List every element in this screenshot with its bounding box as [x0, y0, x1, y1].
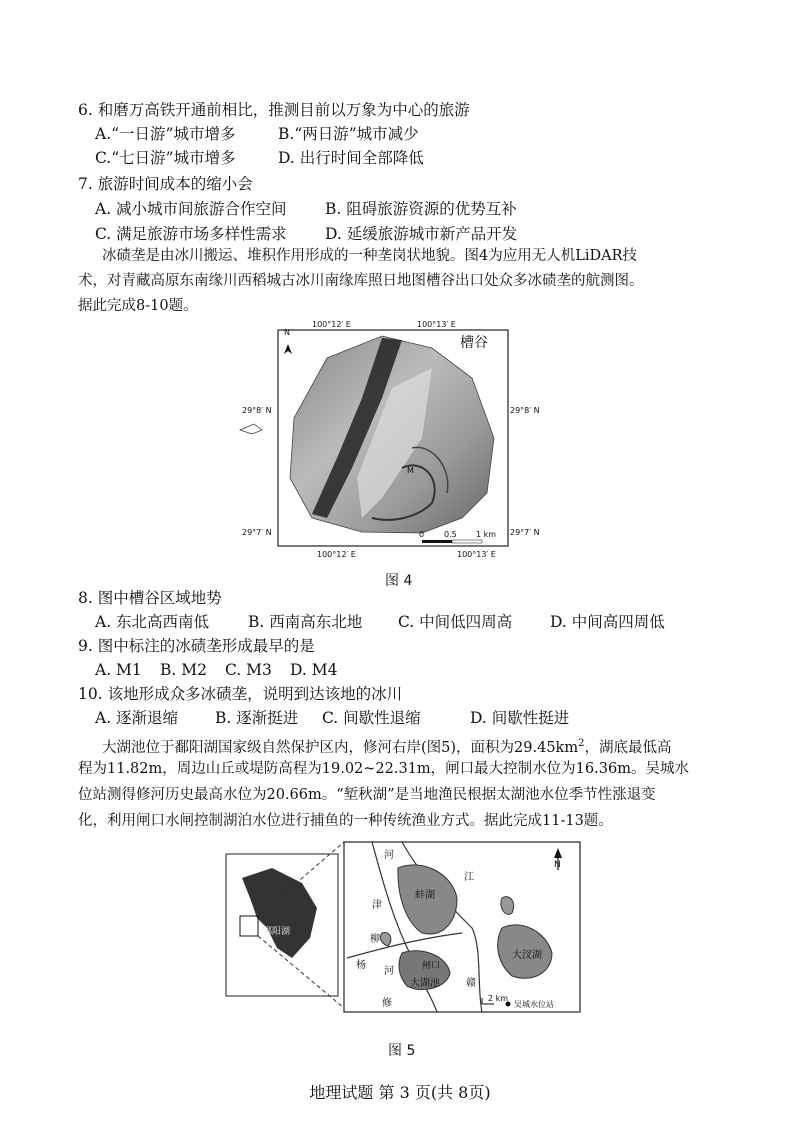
page-footer: 地理试题 第 3 页(共 8页) — [309, 1083, 491, 1102]
label-he1: 河 — [384, 850, 394, 861]
q8-stem: 8. 图中槽谷区域地势 — [78, 589, 222, 607]
q10-option-c: C. 间歇性退缩 — [322, 709, 421, 727]
label-he2: 河 — [384, 966, 394, 977]
scale-1km: 1 km — [476, 530, 497, 539]
figure-5 — [222, 838, 584, 1028]
q9-stem: 9. 图中标注的冰碛垄形成最早的是 — [78, 637, 315, 655]
q6-option-d: D. 出行时间全部降低 — [278, 149, 424, 167]
scale-05: 0.5 — [444, 530, 457, 539]
q8-option-b: B. 西南高东北地 — [248, 613, 363, 631]
lon-top-1: 100°12′ E — [312, 320, 351, 329]
q6-stem: 6. 和磨万高铁开通前相比，推测目前以万象为中心的旅游 — [78, 101, 470, 119]
q10-stem: 10. 该地形成众多冰碛垄，说明到达该地的冰川 — [78, 685, 403, 703]
q9-option-d: D. M4 — [290, 661, 338, 679]
q7-option-d: D. 延缓旅游城市新产品开发 — [325, 225, 518, 243]
label-jiang: 江 — [464, 872, 474, 883]
q6-option-a: A.“一日游”城市增多 — [95, 125, 236, 143]
q6-option-b: B.“两日游”城市减少 — [278, 125, 419, 143]
lat-left-2: 29°7′ N — [242, 528, 272, 537]
figure-4 — [232, 318, 562, 568]
q6-option-c: C.“七日游”城市增多 — [95, 149, 236, 167]
label-yang: 杨 — [356, 960, 366, 971]
north-label: N — [284, 328, 290, 337]
q7-stem: 7. 旅游时间成本的缩小会 — [78, 175, 253, 193]
passage2-line4: 化，利用闸口水闸控制湖泊水位进行捕鱼的一种传统渔业方式。据此完成11-13题。 — [78, 813, 613, 829]
q8-option-c: C. 中间低四周高 — [398, 613, 513, 631]
q9-option-a: A. M1 — [95, 661, 142, 679]
label-gan: 赣 — [466, 978, 476, 989]
inset-label: 鄱阳湖 — [263, 927, 291, 937]
passage2-line1: 大湖池位于鄱阳湖国家级自然保护区内，修河右岸(图5)，面积为$29.45km^2$，湖底最低高 — [102, 738, 672, 756]
lon-bottom-1: 100°12′ E — [317, 550, 356, 559]
lon-top-2: 100°13′ E — [417, 320, 456, 329]
q8-option-a: A. 东北高西南低 — [95, 613, 210, 631]
label-dahuchi: 大湖池 — [410, 978, 440, 989]
q7-option-a: A. 减小城市间旅游合作空间 — [95, 200, 287, 218]
label-xiu: 修 — [382, 998, 392, 1009]
q10-option-a: A. 逐渐退缩 — [95, 709, 179, 727]
label-jin: 津 — [372, 900, 382, 911]
label-liu: 柳 — [370, 934, 380, 945]
passage2-line3: 位站测得修河历史最高水位为20.66m。“堑秋湖”是当地渔民根据太湖池水位季节性涨退变 — [78, 787, 656, 803]
passage1-line2: 术，对青藏高原东南缘川西稻城古冰川南缘库照日地图槽谷出口处众多冰碛垄的航测图。 — [78, 273, 644, 289]
north-arrow-icon — [284, 344, 292, 354]
lat-left-1: 29°8′ N — [242, 406, 272, 415]
scale-0: 0 — [419, 530, 425, 539]
lat-right-1: 29°8′ N — [510, 406, 540, 415]
moraine-m-label: M — [407, 466, 414, 475]
label-zhakou: 闸口 — [422, 961, 441, 971]
q8-option-d: D. 中间高四周低 — [550, 613, 665, 631]
passage2-line2: 程为11.82m，周边山丘或堤防高程为19.02~22.31m，闸口最大控制水位为16.36m。吴城水 — [78, 761, 689, 777]
lon-bottom-2: 100°13′ E — [457, 550, 496, 559]
label-dahanhu: 大汊湖 — [512, 950, 542, 961]
figure-5-caption: 图 5 — [388, 1043, 416, 1059]
lat-right-2: 29°7′ N — [510, 528, 540, 537]
q10-option-b: B. 逐渐挺进 — [215, 709, 299, 727]
q10-option-d: D. 间歇性挺进 — [470, 709, 570, 727]
trough-label: 槽谷 — [460, 335, 488, 351]
q7-option-c: C. 满足旅游市场多样性需求 — [95, 225, 287, 243]
scale-2km: 2 km — [488, 994, 509, 1003]
q9-option-b: B. M2 — [160, 661, 207, 679]
label-wucheng-station: 吴城水位站 — [514, 1000, 554, 1009]
label-banghu: 蚌湖 — [415, 890, 435, 901]
north-label-5: N — [554, 860, 561, 870]
passage1-line1: 冰碛垄是由冰川搬运、堆积作用形成的一种垄岗状地貌。图4为应用无人机LiDAR技 — [102, 248, 638, 264]
passage1-line3: 据此完成8-10题。 — [78, 298, 198, 314]
figure-4-caption: 图 4 — [385, 573, 413, 589]
q7-option-b: B. 阻碍旅游资源的优势互补 — [325, 200, 517, 218]
q9-option-c: C. M3 — [225, 661, 272, 679]
